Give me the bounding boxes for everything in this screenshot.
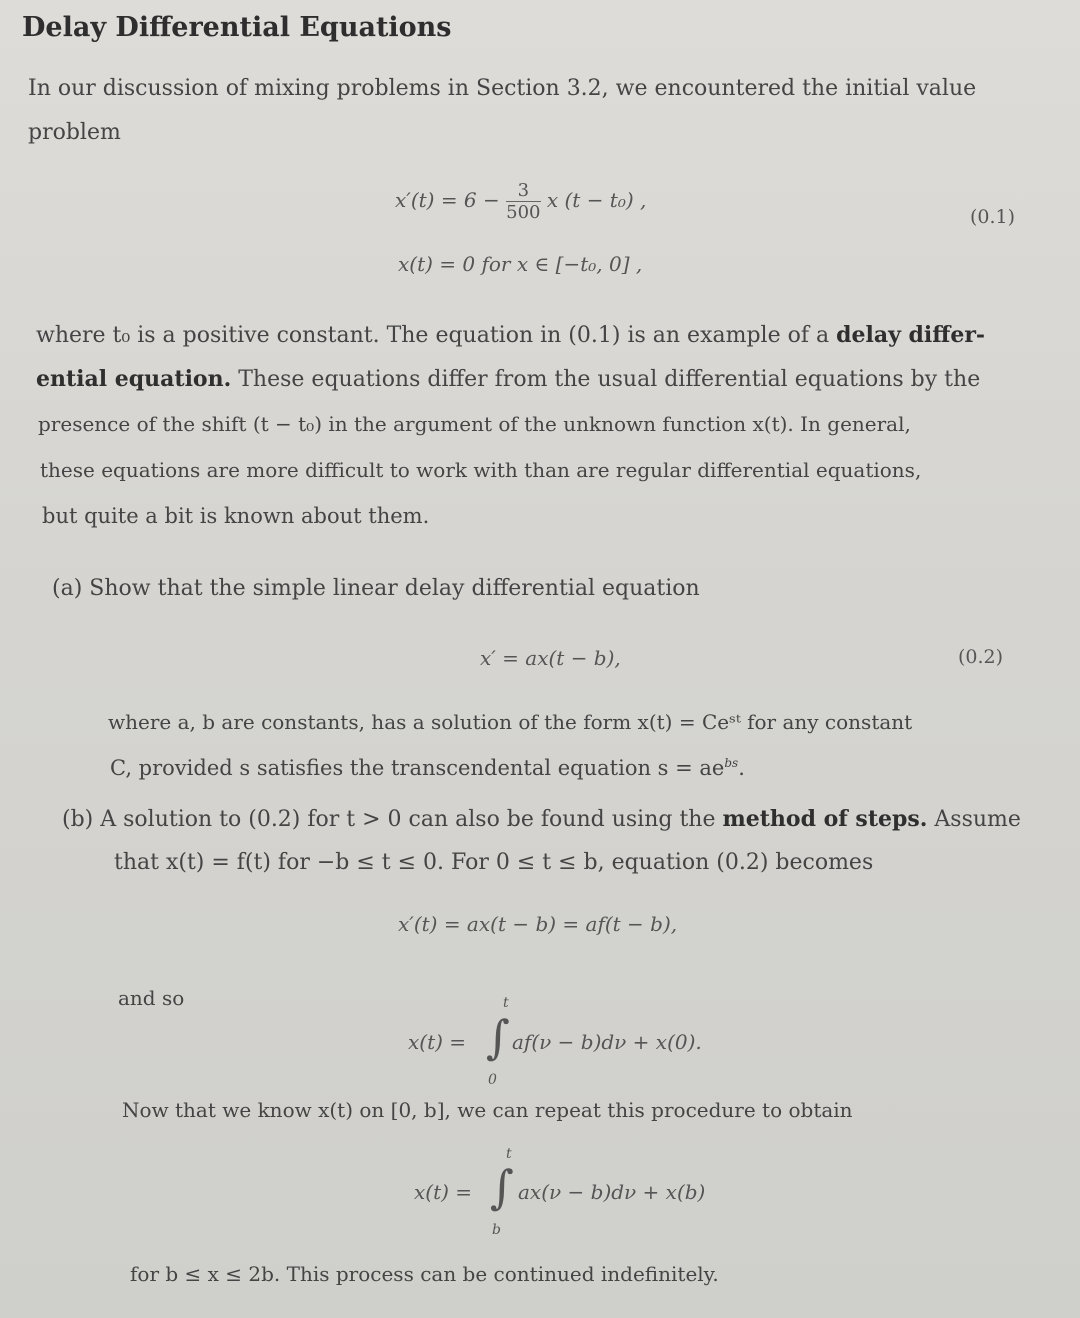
eq3-upper-limit: t [506,1146,512,1162]
eq01-lhs: x′(t) = 6 − [395,188,500,212]
para2-line-3: presence of the shift (t − t₀) in the argument of the unknown function x(t). In general, [38,412,911,436]
part-a-line-3-text: C, provided s satisfies the transcendental equation s = ae [110,756,725,780]
para2-line-1 [36,322,985,349]
part-b-text: A solution to (0.2) for t > 0 can also be found using the [100,807,716,832]
part-b-line-4: for b ≤ x ≤ 2b. This process can be continued indefinitely. [130,1262,719,1286]
part-b-line-3: Now that we know x(t) on [0, b], we can repeat this procedure to obtain [122,1098,853,1122]
para2-line-2 [36,366,980,393]
eq01-fraction-denominator: 500 [506,202,541,223]
part-a-line-2: where a, b are constants, has a solution of the form x(t) = Ceˢᵗ for any constant [108,710,913,734]
eq2-lower-limit: 0 [488,1072,497,1088]
part-a-line-3 [110,756,745,780]
part-b-assume: Assume [934,807,1021,832]
part-a-label: (a) [52,576,83,601]
part-b-equation-1: x′(t) = ax(t − b) = af(t − b), [398,912,678,936]
term-method-of-steps: method of steps. [722,806,928,832]
integral-sign-icon: ∫ [490,1160,514,1214]
part-b-line-1 [62,806,1021,832]
section-title: Delay Differential Equations [22,12,452,43]
eq01-fraction [506,180,540,223]
para2-line-5: but quite a bit is known about them. [42,504,430,528]
part-b-equation-3-rhs: ax(ν − b)dν + x(b) [518,1180,706,1204]
para2-line-1-text: where t₀ is a positive constant. The equation in (0.1) is an example of a [36,323,830,348]
para2-line-2-text: These equations differ from the usual differential equations by the [231,367,981,392]
equation-0-1-line-1 [395,180,646,223]
part-b-line-2: that x(t) = f(t) for −b ≤ t ≤ 0. For 0 ≤ t ≤ b, equation (0.2) becomes [114,850,874,875]
part-a-line-3-end: . [738,756,745,780]
intro-line-1: In our discussion of mixing problems in Section 3.2, we encountered the initial value [28,76,977,101]
term-ential-equation: ential equation. [36,366,232,392]
exponent-bs: bs [724,756,739,770]
equation-number-0-2: (0.2) [958,646,1004,668]
equation-number-0-1: (0.1) [970,206,1016,228]
part-b-equation-2-lhs: x(t) = [408,1030,467,1054]
integral-sign-icon: ∫ [486,1010,510,1064]
equation-0-2: x′ = ax(t − b), [480,646,621,670]
part-a-text: Show that the simple linear delay differential equation [89,576,700,601]
intro-line-2: problem [28,120,121,145]
eq01-rhs: x (t − t₀) , [546,188,647,212]
eq01-fraction-numerator: 3 [506,180,540,202]
part-b-label: (b) [62,807,94,832]
term-delay-differ: delay differ- [836,322,986,348]
eq3-lower-limit: b [492,1222,501,1238]
equation-0-1-line-2: x(t) = 0 for x ∈ [−t₀, 0] , [398,252,643,276]
eq2-upper-limit: t [503,995,509,1011]
part-b-equation-3-lhs: x(t) = [414,1180,473,1204]
part-a-line-1 [52,576,700,601]
part-b-equation-2-rhs: af(ν − b)dν + x(0). [512,1030,702,1054]
para2-line-4: these equations are more difficult to work with than are regular differential equations, [40,458,922,482]
and-so-text: and so [118,986,185,1010]
